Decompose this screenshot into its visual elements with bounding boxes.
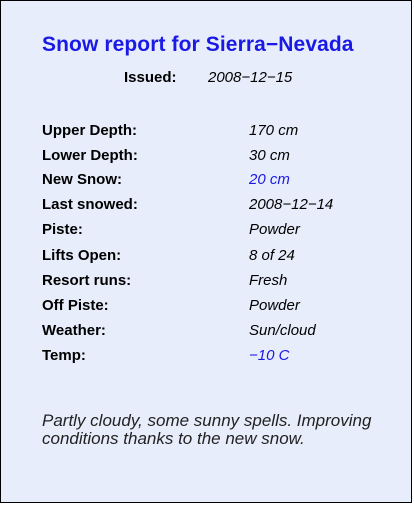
row-weather bbox=[1, 322, 413, 346]
row-off-piste bbox=[1, 297, 413, 321]
report-title: Snow report for Sierra−Nevada bbox=[42, 33, 354, 56]
issued-date: 2008−12−15 bbox=[208, 69, 293, 86]
row-value: Sun/cloud bbox=[249, 322, 316, 339]
row-value: Fresh bbox=[249, 272, 288, 289]
row-label: Off Piste: bbox=[42, 297, 109, 314]
row-label: Last snowed: bbox=[42, 196, 138, 213]
row-lower-depth bbox=[1, 147, 413, 171]
row-new-snow bbox=[1, 171, 413, 195]
row-value: 2008−12−14 bbox=[249, 196, 334, 213]
issued-label: Issued: bbox=[124, 69, 177, 86]
row-label: Piste: bbox=[42, 221, 83, 238]
row-label: Resort runs: bbox=[42, 272, 132, 289]
row-label: Temp: bbox=[42, 347, 86, 364]
row-value: 20 cm bbox=[249, 171, 290, 188]
row-lifts-open bbox=[1, 247, 413, 271]
row-last-snowed bbox=[1, 196, 413, 220]
row-upper-depth bbox=[1, 122, 413, 146]
row-value: −10 C bbox=[249, 347, 290, 364]
row-value: Powder bbox=[249, 221, 300, 238]
row-value: 170 cm bbox=[249, 122, 299, 139]
row-resort-runs bbox=[1, 272, 413, 296]
row-piste bbox=[1, 221, 413, 245]
row-label: New Snow: bbox=[42, 171, 123, 188]
forecast-text: Partly cloudy, some sunny spells. Improving conditions thanks to the new snow. bbox=[42, 411, 372, 448]
row-label: Upper Depth: bbox=[42, 122, 137, 139]
row-value: 8 of 24 bbox=[249, 247, 295, 264]
row-label: Lifts Open: bbox=[42, 247, 122, 264]
row-value: 30 cm bbox=[249, 147, 290, 164]
row-temp bbox=[1, 347, 413, 371]
row-value: Powder bbox=[249, 297, 300, 314]
row-label: Lower Depth: bbox=[42, 147, 138, 164]
row-label: Weather: bbox=[42, 322, 106, 339]
